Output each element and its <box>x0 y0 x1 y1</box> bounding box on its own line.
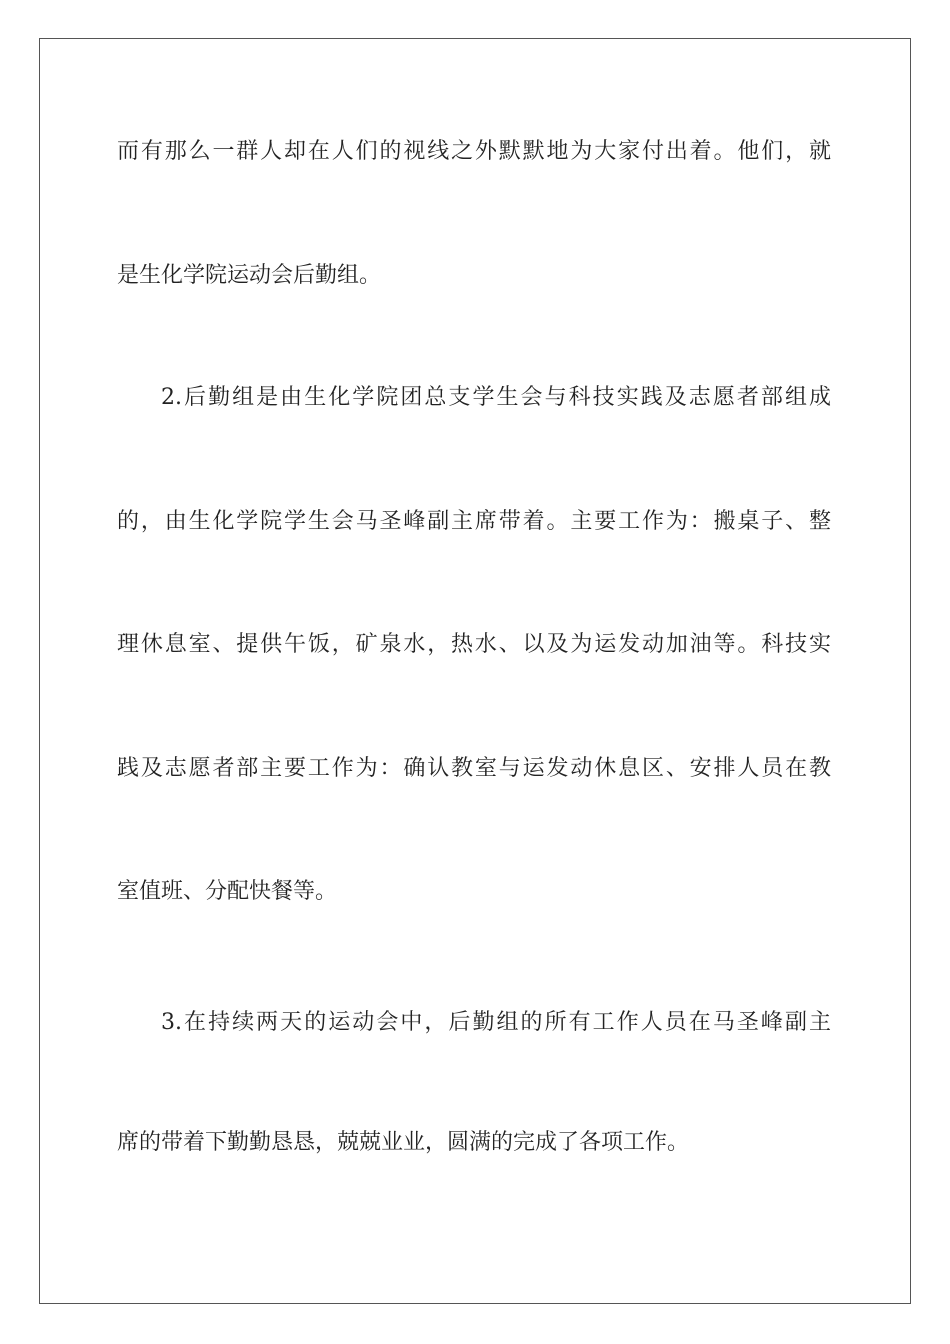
paragraph-3-line-2: 席的带着下勤勤恳恳，兢兢业业，圆满的完成了各项工作。 <box>117 1130 690 1155</box>
paragraph-2-line-4: 践及志愿者部主要工作为：确认教室与运发动休息区、安排人员在教 <box>117 756 831 781</box>
paragraph-1-line-1: 而有那么一群人却在人们的视线之外默默地为大家付出着。他们，就 <box>117 139 831 164</box>
page-border <box>39 38 911 1304</box>
paragraph-2-line-2: 的，由生化学院学生会马圣峰副主席带着。主要工作为：搬桌子、整 <box>117 509 831 534</box>
paragraph-3-line-1: 3.在持续两天的运动会中，后勤组的所有工作人员在马圣峰副主 <box>161 1010 831 1035</box>
paragraph-2-line-1: 2.后勤组是由生化学院团总支学生会与科技实践及志愿者部组成 <box>161 385 831 410</box>
paragraph-2-line-3: 理休息室、提供午饭，矿泉水，热水、以及为运发动加油等。科技实 <box>117 632 831 657</box>
paragraph-1-line-2: 是生化学院运动会后勤组。 <box>117 263 382 288</box>
paragraph-2-line-5: 室值班、分配快餐等。 <box>117 879 338 904</box>
